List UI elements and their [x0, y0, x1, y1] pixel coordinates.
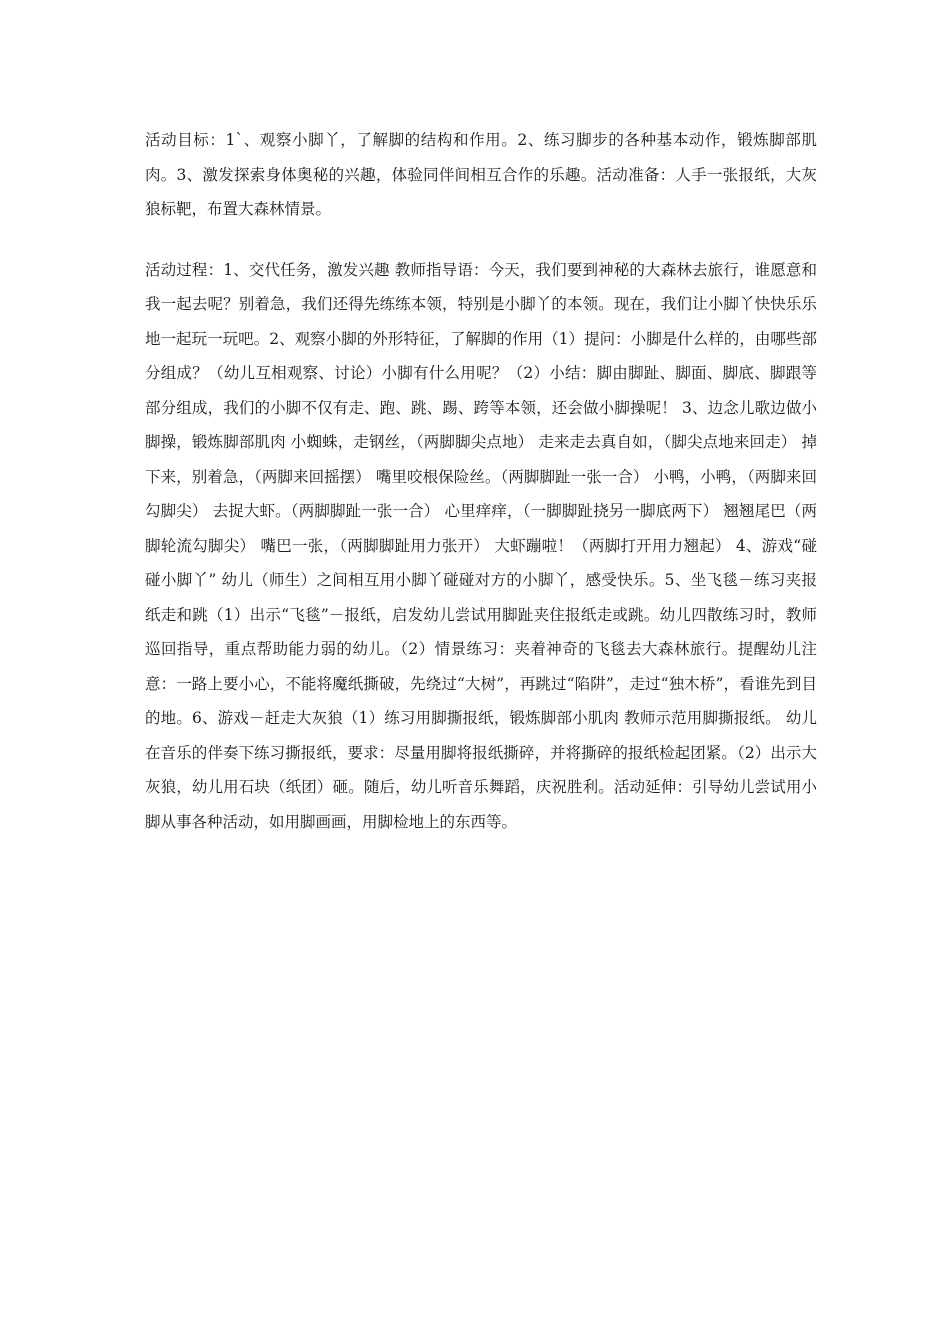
paragraph-process: 活动过程：1、交代任务，激发兴趣 教师指导语：今天，我们要到神秘的大森林去旅行，谁愿意和我一起去呢？别着急，我们还得先练练本领，特别是小脚丫的本领。现在，我们让小脚丫快快乐乐地一起玩一玩吧。2、观察小脚的外形特征，了解脚的作用（1）提问：小脚是什么样的，由哪些部分组成？（幼儿互相观察、讨论）小脚有什么用呢？（2）小结：脚由脚趾、脚面、脚底、脚跟等部分组成，我们的小脚不仅有走、跑、跳、踢、跨等本领，还会做小脚操呢！ 3、边念儿歌边做小脚操，锻炼脚部肌肉 小蜘蛛，走钢丝，（两脚脚尖点地） 走来走去真自如，（脚尖点地来回走） 掉下来，别着急，（两脚来回摇摆） 嘴里咬根保险丝。（两脚脚趾一张一合） 小鸭，小鸭，（两脚来回勾脚尖） 去捉大虾。（两脚脚趾一张一合） 心里痒痒，（一脚脚趾挠另一脚底两下） 翘翘尾巴（两脚轮流勾脚尖） 嘴巴一张，（两脚脚趾用力张开） 大虾蹦啦！（两脚打开用力翘起） 4、游戏“碰碰小脚丫” 幼儿（师生）之间相互用小脚丫碰碰对方的小脚丫，感受快乐。5、坐飞毯－练习夹报纸走和跳（1）出示“飞毯”－报纸，启发幼儿尝试用脚趾夹住报纸走或跳。幼儿四散练习时，教师巡回指导，重点帮助能力弱的幼儿。（2）情景练习：夹着神奇的飞毯去大森林旅行。提醒幼儿注意：一路上要小心，不能将魔纸撕破，先绕过“大树”，再跳过“陷阱”，走过“独木桥”，看谁先到目的地。6、游戏－赶走大灰狼（1）练习用脚撕报纸，锻炼脚部小肌肉 教师示范用脚撕报纸。 幼儿在音乐的伴奏下练习撕报纸，要求：尽量用脚将报纸撕碎，并将撕碎的报纸检起团紧。（2）出示大灰狼，幼儿用石块（纸团）砸。随后，幼儿听音乐舞蹈，庆祝胜利。活动延伸：引导幼儿尝试用小脚从事各种活动，如用脚画画，用脚检地上的东西等。	[145, 260, 817, 831]
paragraph-objectives: 活动目标：1`、观察小脚丫，了解脚的结构和作用。2、练习脚步的各种基本动作，锻炼脚部肌肉。3、激发探索身体奥秘的兴趣，体验同伴间相互合作的乐趣。活动准备：人手一张报纸，大灰狼标靶，布置大森林情景。	[145, 131, 817, 218]
document-body	[145, 123, 817, 839]
